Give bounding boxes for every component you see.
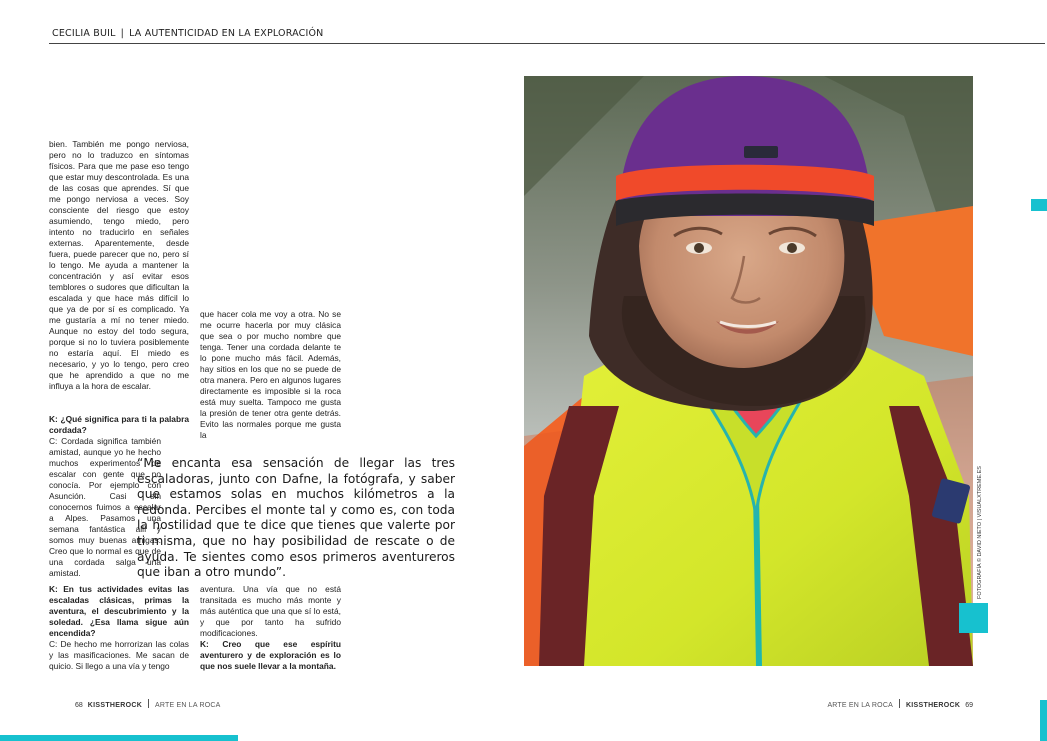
photo-credit-text: FOTOGRAFÍA © DAVID NIETO | VISUALXTREME.ES [977, 466, 983, 599]
interview-question: K: Creo que ese espíritu aventurero y de exploración es lo que nos suele llevar a la montaña. [200, 639, 341, 671]
footer-divider [899, 699, 900, 708]
accent-bar-right [1031, 199, 1047, 211]
article-column-2-bottom [200, 584, 341, 672]
accent-bar-bottom-left [0, 735, 238, 741]
accent-block-photo [959, 603, 988, 633]
article-paragraph: aventura. Una vía que no está transitada es mucho más monte y más auténtica que una que sí lo está, y que por tanto ha sufrido modificaciones. [200, 584, 341, 638]
pull-quote [137, 456, 455, 581]
article-paragraph: C: De hecho me horrorizan las colas y las masificaciones. Me sacan de quicio. Si llego a una vía y tengo [49, 639, 189, 671]
answer-text: Por ejemplo con Asunción. Casi sin conocernos fuimos a escalar a Alpes. Pasamos una semana fantástica allí y somos muy buenas amigas. Creo que lo normal es que de una cordada salga una amistad. [49, 480, 161, 578]
photo-credit [975, 445, 985, 605]
accent-bar-bottom-right [1040, 700, 1047, 741]
footer-right [827, 699, 973, 709]
pull-quote-text: “Me encanta esa sensación de llegar las tres escaladoras, junto con Dafne, la fotógrafa, y saber que estamos solas en muchos kilómetros a la redonda. Percibes el monte tal y como es, con toda la hostilidad que te dice que tienes que valerte por ti misma, que no hay posibilidad de rescate o de ayuda. Te sientes como esos primeros aventureros que iban a otro mundo”. [137, 456, 455, 580]
article-paragraph: que hacer cola me voy a otra. No se me ocurre hacerla por muy clásica que sea o por mucho nombre que tenga. Tener una cordada delante te lo pone mucho más fácil. Además, hay sitios en los que no se puede de otra manera. Pero en algunos lugares directamente es imposible si la roca está muy suelta. Tampoco me gusta la presión de tener otra gente detrás. Evito las normales porque me gusta la [200, 309, 341, 440]
page-number-left: 68 [75, 702, 83, 709]
interview-question: K: En tus actividades evitas las escaladas clásicas, primas la aventura, el descubrimiento y la soledad. ¿Esa llama sigue aún encendida? [49, 584, 189, 638]
header-title: LA AUTENTICIDAD EN LA EXPLORACIÓN [129, 28, 324, 39]
header-text [52, 28, 323, 39]
article-paragraph: bien. También me pongo nerviosa, pero no lo traduzco en síntomas físicos. Para que me pase eso tengo que estar muy descontrolada. Es una de las cosas que aprendes. Sí que me pongo nerviosa a veces. Soy consciente del riesgo que estoy asumiendo, tengo miedo, pero intento no traducirlo en señales externas. Aparentemente, desde fuera, puede parecer que no, pero sí lo tengo. Me ayuda a mantener la concentración y así evitar esos temblores o sudores que dificultan la escalada y que hace más difícil lo que ya de por sí es complicado. Ya me gustaría a mí no tener miedo. Aunque no estoy del todo segura, porque si no lo tuviera posiblemente no estaría aquí. El miedo es necesario, y yo lo tengo, pero creo que he aprendido a que no me influya a la hora de escalar. [49, 139, 189, 391]
page-number-right: 69 [965, 702, 973, 709]
answer-text: C: Cordada significa también amistad, aunque yo he hecho muchos experimentos de escalar con gente que no conocía. [49, 436, 161, 490]
running-header [49, 27, 1045, 44]
footer-divider [148, 699, 149, 708]
article-column-1-bottom [49, 584, 189, 672]
interview-question: K: ¿Qué significa para ti la palabra cordada? [49, 414, 189, 435]
article-column-2 [200, 309, 341, 441]
header-author: CECILIA BUIL [52, 28, 116, 39]
header-separator: | [120, 28, 125, 39]
section-name-right: ARTE EN LA ROCA [827, 702, 893, 709]
portrait-photo [524, 76, 973, 666]
article-column-1 [49, 139, 189, 392]
footer-left [75, 699, 221, 709]
portrait-illustration [524, 76, 973, 666]
magazine-name-right: KISSTHEROCK [905, 702, 961, 709]
article-column-1-question [49, 414, 189, 436]
magazine-name-left: KISSTHEROCK [87, 702, 143, 709]
section-name-left: ARTE EN LA ROCA [155, 702, 221, 709]
